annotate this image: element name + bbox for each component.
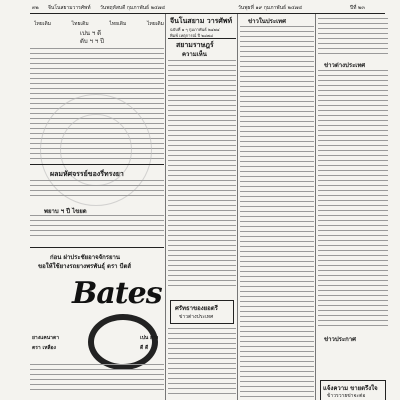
ad-headline: ผลมหัศจรรย์ของรี่ทรงยา [50, 169, 124, 178]
date-left: วันพฤหัสบดี กุมภาพันธ์ ๒๔๗๔ [100, 5, 166, 11]
section-rule [168, 38, 236, 39]
article-text [168, 328, 236, 398]
column-divider [315, 14, 316, 400]
notice-title: แจ้งความ ขายตรึงใจ [323, 385, 378, 392]
ad-subhead: พยาบ ฯ ปี ไขยด [44, 208, 87, 215]
table-title: เปน ฯ ดี [80, 30, 102, 37]
section-subtitle: ความเห็น [182, 51, 207, 58]
article-text [240, 26, 314, 400]
tire-label-left: ยางแคนาดา [32, 335, 60, 341]
section-title: สยามราษฎร์ [176, 40, 214, 49]
column-divider [165, 14, 166, 400]
article-text [168, 60, 236, 290]
section-rule [30, 164, 164, 165]
tire-ad-line2: ขอให้ใช้ยางรถยางพรพันธุ์ ตรา บีตส์ [38, 263, 132, 270]
table-header-row [34, 20, 164, 28]
section-title: ข่าวต่างประเทศ [324, 62, 366, 69]
page-header [0, 0, 400, 14]
masthead: จีนโนสยาม วารศัพท์ [170, 16, 233, 25]
section-rule [30, 247, 164, 248]
paper-name: จีนโนสยามวารศัพท์ [48, 5, 91, 11]
article-text [318, 70, 388, 330]
boxed-headline [170, 300, 234, 324]
tire-ad-line1: ก่อน ฝาประชัยอาจจักรยาน [50, 254, 120, 261]
bates-logo: Bates [72, 276, 162, 311]
tire-illustration [88, 314, 158, 370]
masthead-sub: ฉบับที่ ๑ ๆ กุมภาพันธ์ ๒๔๗๔ [170, 27, 220, 32]
table-header-cell: ไทยเดิม [34, 21, 51, 27]
column-2 [168, 14, 236, 400]
column-3 [240, 14, 314, 400]
column-4 [318, 14, 388, 400]
table-header-cell: ไทยเดิม [109, 21, 127, 27]
ad-text [30, 215, 164, 240]
table-header-cell: ไทยเดิม [71, 21, 89, 27]
date-right: วันพุธที่ ๑๙ กุมภาพันธ์ ๒๔๗๔ [238, 5, 303, 11]
notice-subtitle: ข้าวรวายข่าจะต่อ [327, 393, 366, 399]
masthead-sub: พิมพ์ เหตุการณ์ ปี ๒๔๗๔ [170, 33, 214, 38]
box-title: ศรัทธาของยอตรี [175, 305, 218, 312]
table-subtitle: ดับ ฯ ฯ ปี [80, 38, 104, 45]
article-text [318, 18, 388, 58]
column-divider [237, 14, 238, 400]
section-title: ข่าวประกาศ [324, 336, 356, 343]
tire-label-left: ตรา เหลือง [32, 345, 56, 351]
page-number: ๓๒ [32, 5, 39, 11]
box-subtitle: ข่าวต่างประเทศ [179, 314, 214, 320]
ad-text [30, 180, 164, 200]
ad-text [30, 364, 164, 394]
table-header-cell: ไทยเดิม [146, 21, 164, 27]
tire-label-right: เปน ยาง [140, 335, 159, 341]
boxed-notice [320, 380, 386, 400]
column-1 [30, 14, 164, 400]
year-label: ปีที่ ๒๓ [350, 5, 365, 11]
tire-label-right: ดี ดี [140, 345, 149, 351]
section-title: ข่าวในประเทศ [248, 18, 286, 25]
